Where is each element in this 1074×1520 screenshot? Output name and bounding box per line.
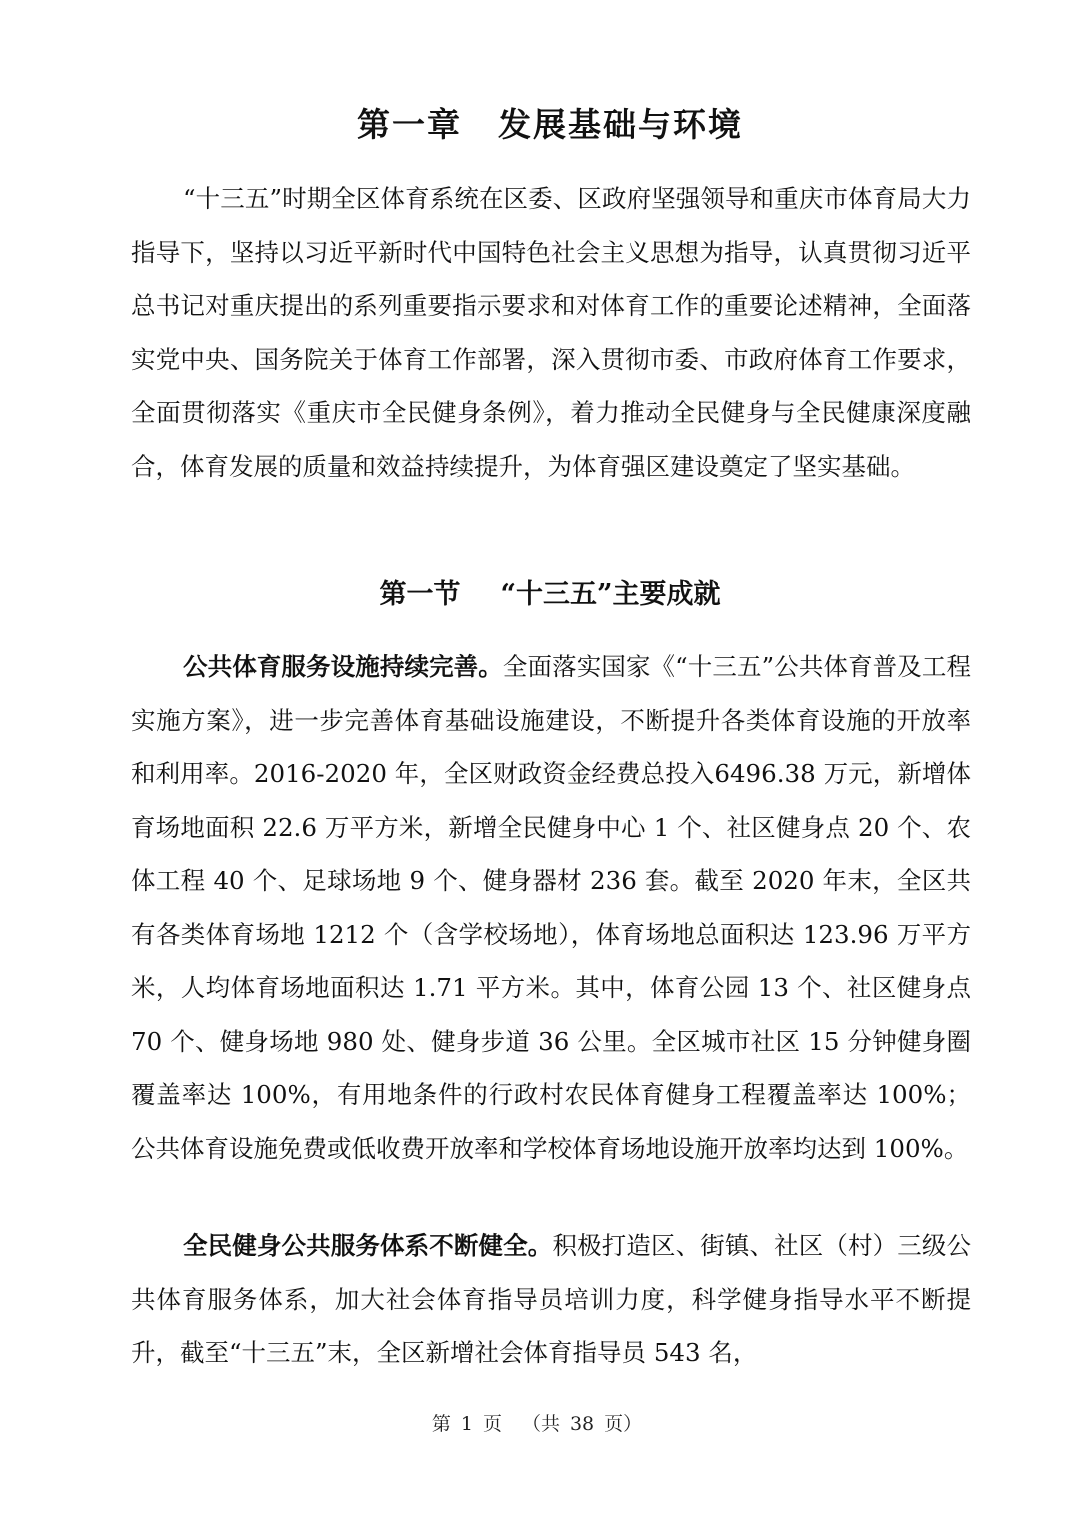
paragraph-body: 全面落实国家《“十三五”公共体育普及工程实施方案》，进一步完善体育基础设施建设，不断提升各类体育设施的开放率和利用率。2016-2020 年，全区财政资金经费总投入6496.38 万元，新增体育场地面积 22.6 万平方米，新增全民健身中心 1 个、社区健身点 20 个、农体工程 40 个、足球场地 9 个、健身器材 236 套。截至 2020 年末，全区共有各类体育场地 1212 个（含学校场地），体育场地总面积达 123.96 万平方米，人均体育场地面积达 1.71 平方米。其中，体育公园 13 个、社区健身点 70 个、健身场地 980 处、健身步道 36 公里。全区城市社区 15 分钟健身圈覆盖率达 100%，有用地条件的行政村农民体育健身工程覆盖率达 100%；公共体育设施免费或低收费开放率和学校体育场地设施开放率均达到 100%。 <box>131 652 971 1163</box>
section-name: “十三五”主要成就 <box>500 579 721 610</box>
chapter-title <box>0 101 1074 149</box>
section-title <box>0 573 1074 617</box>
current-page-number: 1 <box>460 1413 473 1435</box>
footer-total-prefix: （共 <box>521 1413 560 1435</box>
section-number: 第一节 <box>379 579 461 610</box>
paragraph-fitness-service <box>131 1219 971 1380</box>
chapter-name: 发展基础与环境 <box>498 105 743 144</box>
page-footer <box>0 1409 1074 1439</box>
footer-prefix: 第 <box>431 1413 451 1435</box>
paragraph-lead: 全民健身公共服务体系不断健全。 <box>183 1231 553 1260</box>
paragraph-public-facilities <box>131 640 971 1175</box>
footer-total-suffix: 页） <box>604 1413 643 1435</box>
paragraph-body: 积极打造区、街镇、社区（村）三级公共体育服务体系，加大社会体育指导员培训力度，科学健身指导水平不断提升，截至“十三五”末，全区新增社会体育指导员 543 名， <box>131 1231 972 1367</box>
paragraph-lead: 公共体育服务设施持续完善。 <box>183 652 503 681</box>
footer-page-word: 页 <box>482 1413 502 1435</box>
total-pages: 38 <box>569 1413 595 1435</box>
chapter-number: 第一章 <box>357 105 462 144</box>
intro-paragraph: “十三五”时期全区体育系统在区委、区政府坚强领导和重庆市体育局大力指导下，坚持以习近平新时代中国特色社会主义思想为指导，认真贯彻习近平总书记对重庆提出的系列重要指示要求和对体育工作的重要论述精神，全面落实党中央、国务院关于体育工作部署，深入贯彻市委、市政府体育工作要求，全面贯彻落实《重庆市全民健身条例》，着力推动全民健身与全民健康深度融合，体育发展的质量和效益持续提升，为体育强区建设奠定了坚实基础。 <box>131 184 971 481</box>
